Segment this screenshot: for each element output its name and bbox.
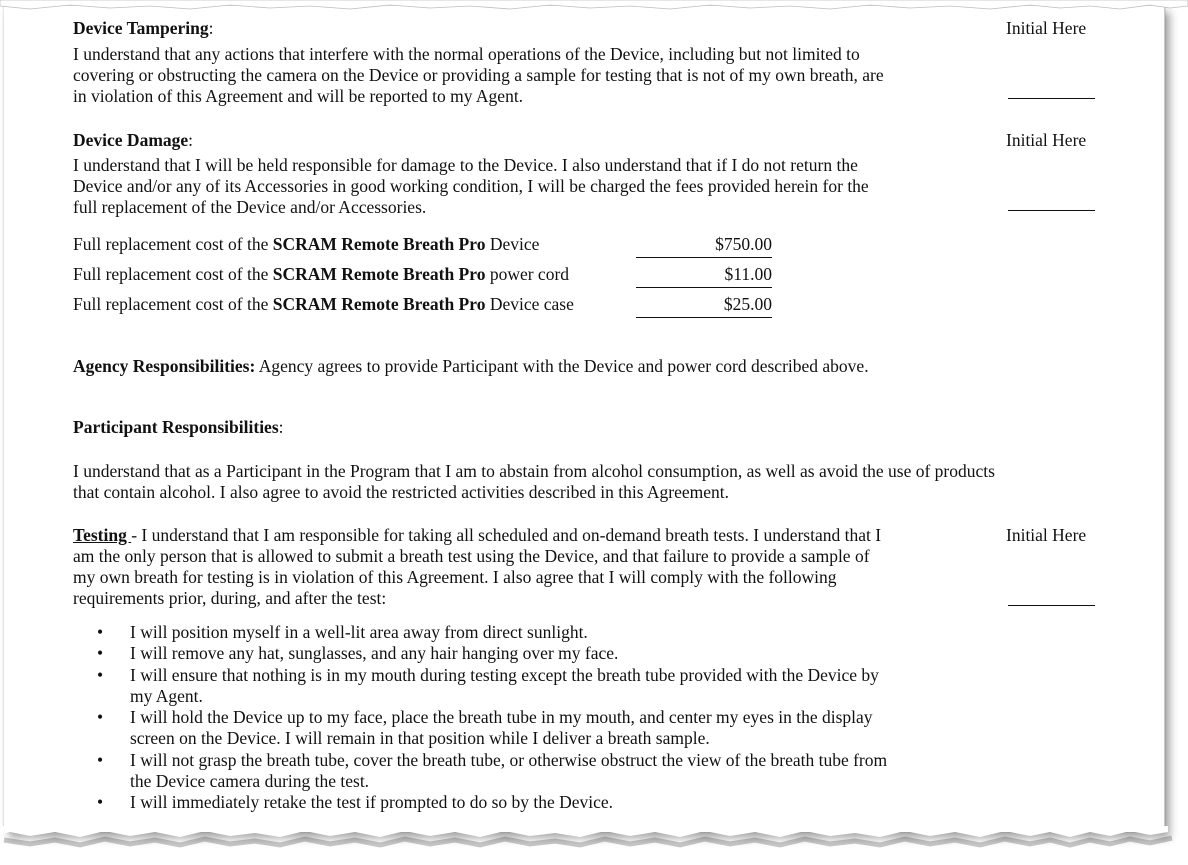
cost-label: Full replacement cost of the SCRAM Remote Breath Pro Device case (73, 294, 574, 314)
tampering-line-3: in violation of this Agreement and will be reported to my Agent. (73, 86, 524, 106)
tampering-initial-line[interactable] (1008, 98, 1095, 99)
damage-line-2: Device and/or any of its Accessories in good working condition, I will be charged the fees provided herein for the (73, 176, 869, 196)
tampering-heading: Device Tampering: (73, 18, 214, 38)
damage-heading: Device Damage: (73, 130, 194, 150)
testing-line-2: am the only person that is allowed to submit a breath test using the Device, and that failure to provide a sample of (73, 546, 870, 566)
participant-line-1: I understand that as a Participant in the Program that I am to abstain from alcohol consumption, as well as avoid the use of products (73, 461, 995, 481)
list-item: • I will remove any hat, sunglasses, and any hair hanging over my face. (97, 643, 619, 664)
tampering-initial-label: Initial Here (1006, 18, 1087, 38)
agency-paragraph (73, 356, 869, 377)
list-item: • I will hold the Device up to my face, place the breath tube in my mouth, and center my eyes in the display screen on the Device. I will remain in that position while I deliver a breath sample. (97, 707, 873, 749)
testing-line-3: my own breath for testing is in violation of this Agreement. I also agree that I will comply with the following (73, 567, 837, 587)
cost-value: $11.00 (636, 264, 772, 288)
damage-initial-line[interactable] (1008, 210, 1095, 211)
cost-label: Full replacement cost of the SCRAM Remote Breath Pro Device (73, 234, 540, 254)
damage-initial-label: Initial Here (1006, 130, 1087, 150)
list-item: • I will position myself in a well-lit area away from direct sunlight. (97, 622, 588, 642)
bullet-icon: • (97, 749, 104, 770)
tampering-line-2: covering or obstructing the camera on the Device or providing a sample for testing that is not of my own breath, are (73, 65, 884, 85)
list-item: • I will ensure that nothing is in my mouth during testing except the breath tube provided with the Device by my Agent. (97, 664, 879, 706)
bullet-icon: • (97, 622, 104, 642)
participant-line-2: that contain alcohol. I also agree to avoid the restricted activities described in this Agreement. (73, 482, 730, 502)
cost-value: $25.00 (636, 294, 772, 318)
cost-value: $750.00 (636, 234, 772, 258)
testing-initial-label: Initial Here (1006, 525, 1087, 545)
bullet-icon: • (97, 664, 104, 685)
bullet-icon: • (97, 707, 104, 728)
bullet-icon: • (97, 643, 104, 664)
damage-line-1: I understand that I will be held responsible for damage to the Device. I also understand that if I do not return the (73, 155, 858, 175)
list-item: • I will immediately retake the test if prompted to do so by the Device. (97, 792, 614, 813)
participant-heading: Participant Responsibilities: (73, 417, 284, 437)
testing-heading: Testing (73, 525, 132, 545)
testing-line-4: requirements prior, during, and after the test: (73, 588, 387, 608)
testing-requirements-list (73, 622, 973, 814)
agency-heading: Agency Responsibilities: (73, 356, 256, 376)
cost-label: Full replacement cost of the SCRAM Remote Breath Pro power cord (73, 264, 570, 284)
list-item: • I will not grasp the breath tube, cover the breath tube, or otherwise obstruct the view of the breath tube from the Device camera during the test. (97, 749, 888, 792)
tampering-line-1: I understand that any actions that interfere with the normal operations of the Device, including but not limited to (73, 44, 860, 64)
damage-line-3: full replacement of the Device and/or Accessories. (73, 197, 427, 217)
bullet-icon: • (97, 792, 104, 813)
testing-initial-line[interactable] (1008, 605, 1095, 606)
testing-line-1: Testing - I understand that I am responsible for taking all scheduled and on-demand breath tests. I understand that I (73, 525, 882, 545)
agency-text: Agency agrees to provide Participant with the Device and power cord described above. (255, 356, 869, 376)
